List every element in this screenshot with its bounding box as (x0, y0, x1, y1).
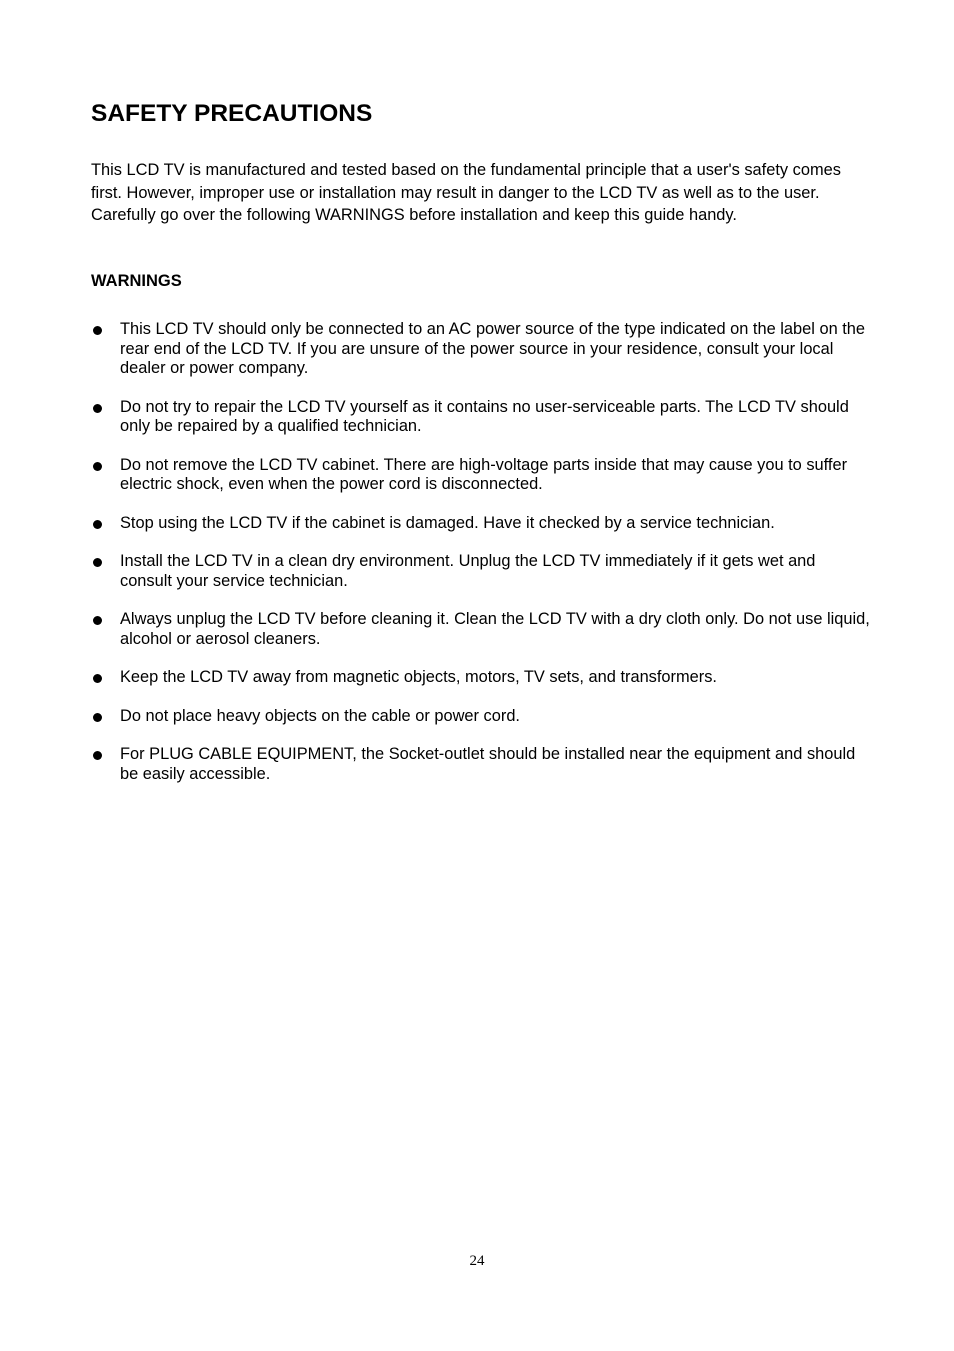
bullet-icon (93, 404, 102, 413)
warning-item (91, 552, 871, 591)
page-title: SAFETY PRECAUTIONS (91, 100, 373, 127)
warning-text: Keep the LCD TV away from magnetic objects, motors, TV sets, and transformers. (120, 668, 717, 686)
warning-text: Install the LCD TV in a clean dry environment. Unplug the LCD TV immediately if it gets wet and consult your service technician. (120, 552, 816, 590)
bullet-icon (93, 616, 102, 625)
warning-text: Do not place heavy objects on the cable or power cord. (120, 706, 520, 725)
warning-item (91, 610, 871, 649)
warning-text: For PLUG CABLE EQUIPMENT, the Socket-outlet should be installed near the equipment and should be easily accessible. (120, 745, 856, 783)
bullet-icon (93, 558, 102, 567)
warning-item (91, 320, 871, 379)
warnings-heading: WARNINGS (91, 272, 182, 290)
warning-text: Do not try to repair the LCD TV yourself as it contains no user-serviceable parts. The LCD TV should only be repaired by a qualified technician. (120, 397, 849, 435)
page-number: 24 (469, 1253, 485, 1269)
warning-text: This LCD TV should only be connected to an AC power source of the type indicated on the label on the rear end of the LCD TV. If you are unsure of the power source in your residence, consult your local dealer or power company. (120, 320, 866, 377)
bullet-icon (93, 713, 102, 722)
bullet-icon (93, 751, 102, 760)
bullet-icon (93, 326, 102, 335)
warning-item (91, 514, 871, 534)
warnings-list (91, 320, 871, 803)
bullet-icon (93, 674, 102, 683)
warning-item (91, 745, 871, 784)
intro-paragraph: This LCD TV is manufactured and tested based on the fundamental principle that a user's safety comes first. However, improper use or installation may result in danger to the LCD TV as well as to the user. Carefully go over the following WARNINGS before installation and keep this guide handy. (91, 161, 841, 224)
warning-text: Always unplug the LCD TV before cleaning it. Clean the LCD TV with a dry cloth only. Do not use liquid, alcohol or aerosol cleaners. (120, 610, 870, 648)
warning-text: Stop using the LCD TV if the cabinet is damaged. Have it checked by a service technician. (120, 513, 775, 532)
warning-text: Do not remove the LCD TV cabinet. There are high-voltage parts inside that may cause you to suffer electric shock, even when the power cord is disconnected. (120, 455, 848, 493)
warning-item (91, 707, 871, 727)
bullet-icon (93, 462, 102, 471)
warning-item (91, 456, 871, 495)
warning-item (91, 398, 871, 437)
bullet-icon (93, 520, 102, 529)
warning-item (91, 668, 871, 688)
